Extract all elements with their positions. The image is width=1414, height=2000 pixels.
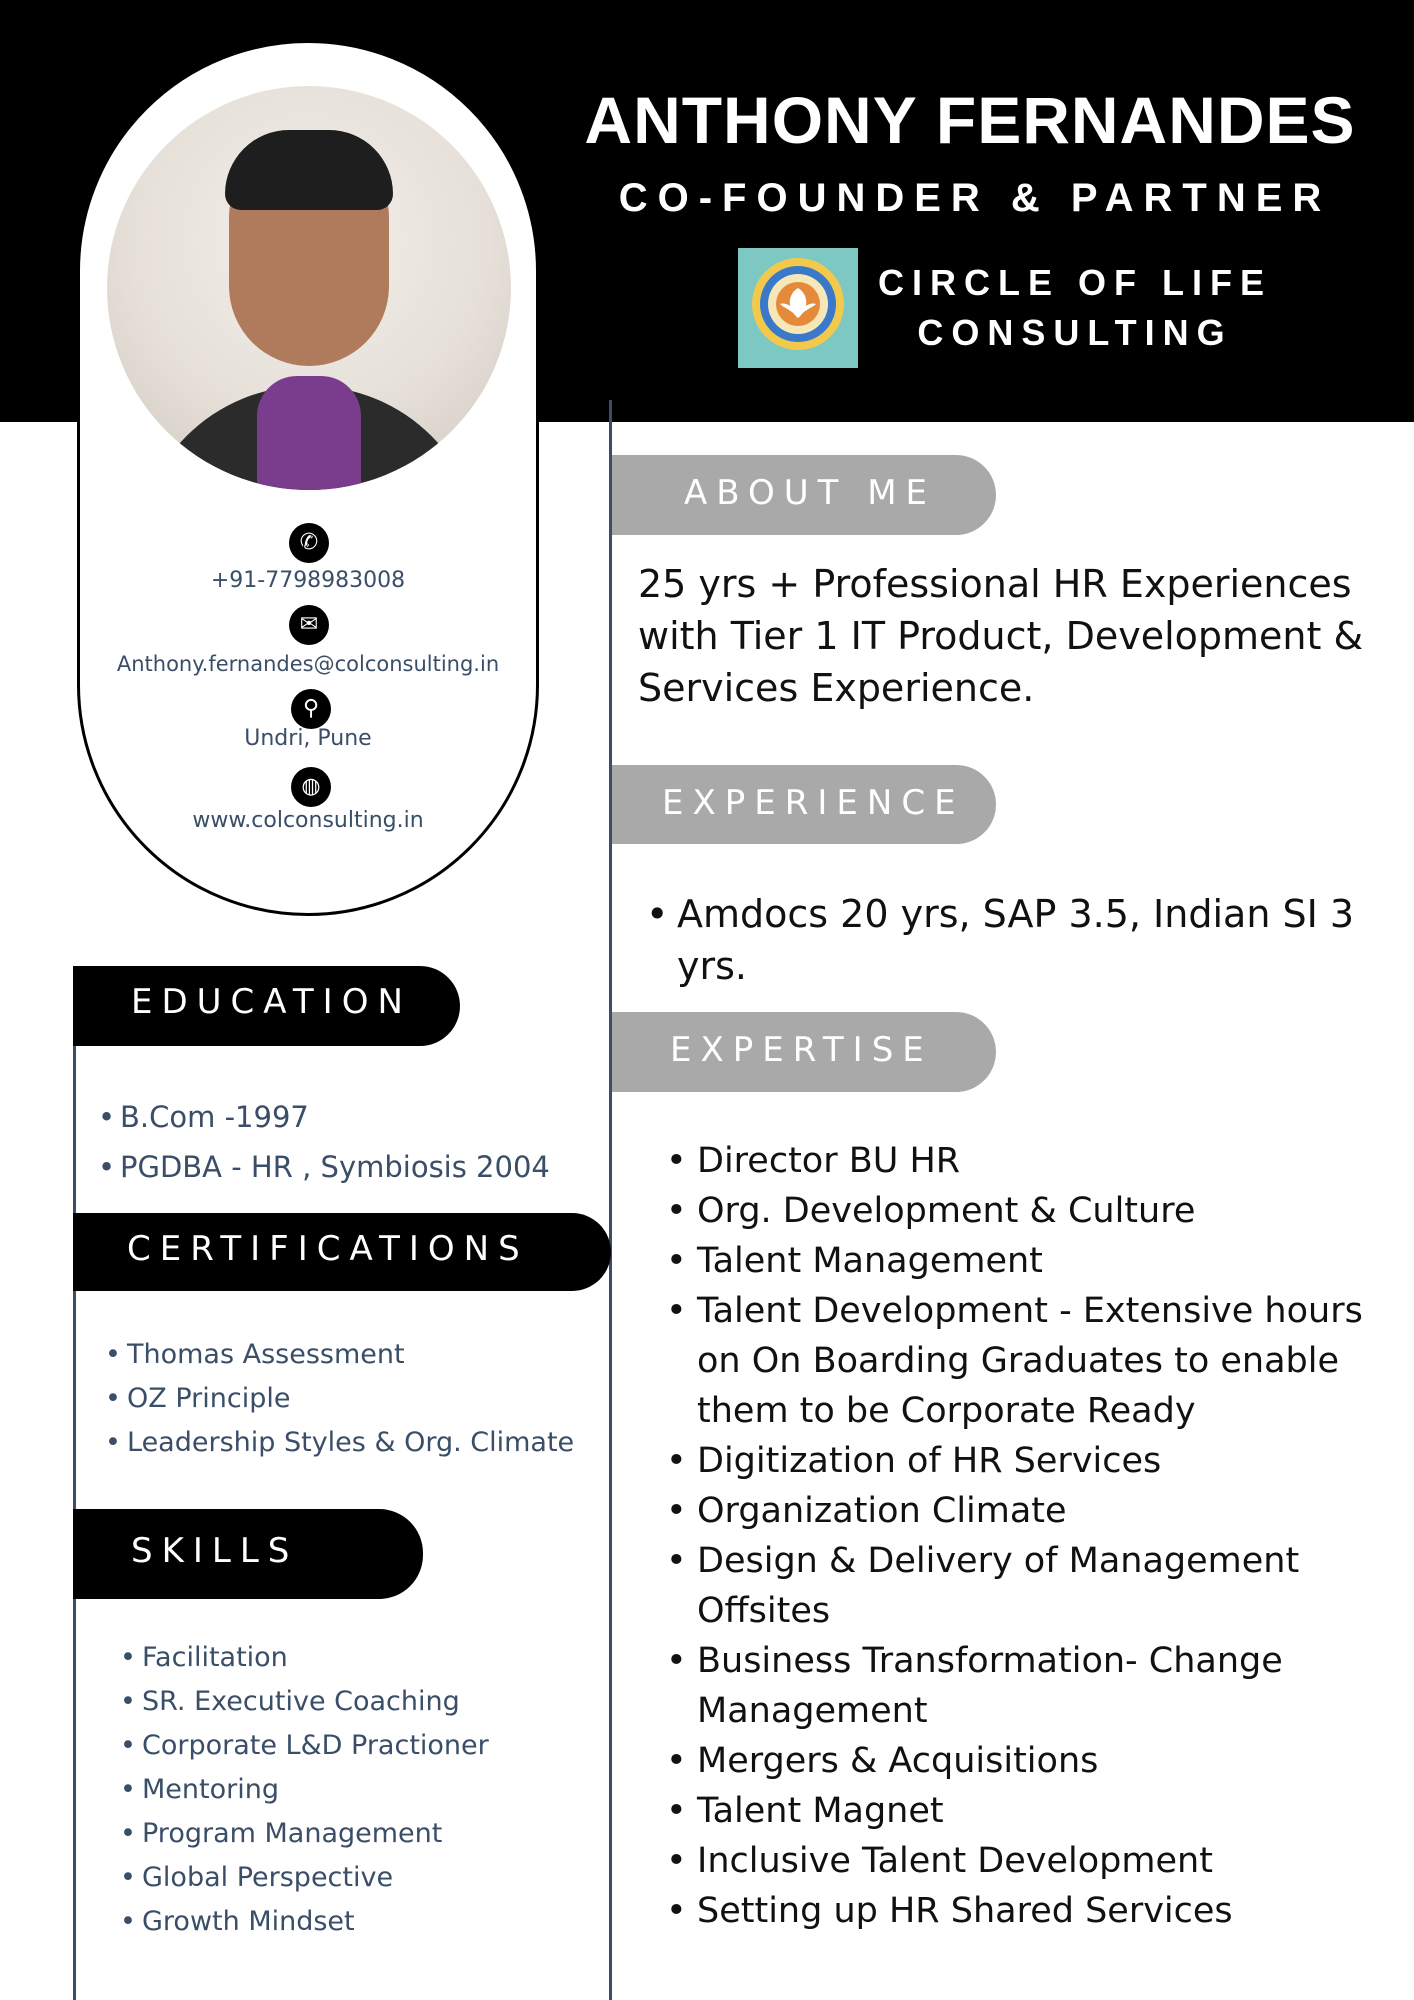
certification-item: • OZ Principle (105, 1377, 574, 1421)
skill-item: • Program Management (120, 1812, 489, 1856)
expertise-item: • Business Transformation- Change Management (666, 1636, 1366, 1736)
person-name: ANTHONY FERNANDES (584, 83, 1356, 157)
education-item: • B.Com -1997 (98, 1092, 550, 1142)
expertise-item: • Mergers & Acquisitions (666, 1736, 1366, 1786)
expertise-item: • Digitization of HR Services (666, 1436, 1366, 1486)
skill-item: • Growth Mindset (120, 1900, 489, 1944)
expertise-item: • Organization Climate (666, 1486, 1366, 1536)
education-heading: EDUCATION (73, 966, 460, 1046)
about-heading: ABOUT ME (612, 455, 996, 535)
expertise-item: • Org. Development & Culture (666, 1186, 1366, 1236)
email-address[interactable]: Anthony.fernandes@colconsulting.in (116, 652, 500, 676)
experience-list (646, 888, 1396, 992)
expertise-item: • Talent Development - Extensive hours on On Boarding Graduates to enable them to be Corporate Ready (666, 1286, 1366, 1436)
phone-number[interactable]: +91-7798983008 (210, 568, 406, 593)
skill-item: • SR. Executive Coaching (120, 1680, 489, 1724)
email-icon: ✉ (289, 605, 329, 645)
certifications-heading: CERTIFICATIONS (73, 1213, 611, 1291)
company-name-line1: CIRCLE OF LIFE (878, 262, 1272, 303)
skill-item: • Mentoring (120, 1768, 489, 1812)
expertise-list (666, 1136, 1366, 1936)
expertise-heading: EXPERTISE (612, 1012, 996, 1092)
certifications-list (105, 1333, 574, 1465)
education-item: • PGDBA - HR , Symbiosis 2004 (98, 1142, 550, 1192)
experience-item: • Amdocs 20 yrs, SAP 3.5, Indian SI 3 yrs. (646, 888, 1396, 992)
experience-heading: EXPERIENCE (612, 765, 996, 844)
right-divider-line (609, 400, 612, 2000)
skill-item: • Global Perspective (120, 1856, 489, 1900)
certification-item: • Thomas Assessment (105, 1333, 574, 1377)
company-logo (738, 248, 858, 368)
skill-item: • Corporate L&D Practioner (120, 1724, 489, 1768)
expertise-item: • Inclusive Talent Development (666, 1836, 1366, 1886)
location-text: Undri, Pune (244, 726, 372, 751)
skills-list (120, 1636, 489, 1944)
expertise-item: • Design & Delivery of Management Offsites (666, 1536, 1366, 1636)
location-icon: ⚲ (291, 689, 331, 729)
phone-icon: ✆ (289, 523, 329, 563)
website-link[interactable]: www.colconsulting.in (192, 808, 424, 833)
about-text: 25 yrs + Professional HR Experiences with Tier 1 IT Product, Development & Services Experience. (638, 562, 1364, 710)
company-name-line2: CONSULTING (917, 312, 1233, 353)
expertise-item: • Setting up HR Shared Services (666, 1886, 1366, 1936)
globe-icon: ◍ (291, 767, 331, 807)
skill-item: • Facilitation (120, 1636, 489, 1680)
profile-photo (107, 86, 511, 490)
expertise-item: • Talent Magnet (666, 1786, 1366, 1836)
company-name (870, 258, 1280, 358)
education-list (98, 1092, 550, 1192)
left-divider-line (73, 966, 76, 2000)
person-role: CO-FOUNDER & PARTNER (618, 176, 1332, 220)
expertise-item: • Director BU HR (666, 1136, 1366, 1186)
certification-item: • Leadership Styles & Org. Climate (105, 1421, 574, 1465)
expertise-item: • Talent Management (666, 1236, 1366, 1286)
skills-heading: SKILLS (73, 1509, 423, 1599)
